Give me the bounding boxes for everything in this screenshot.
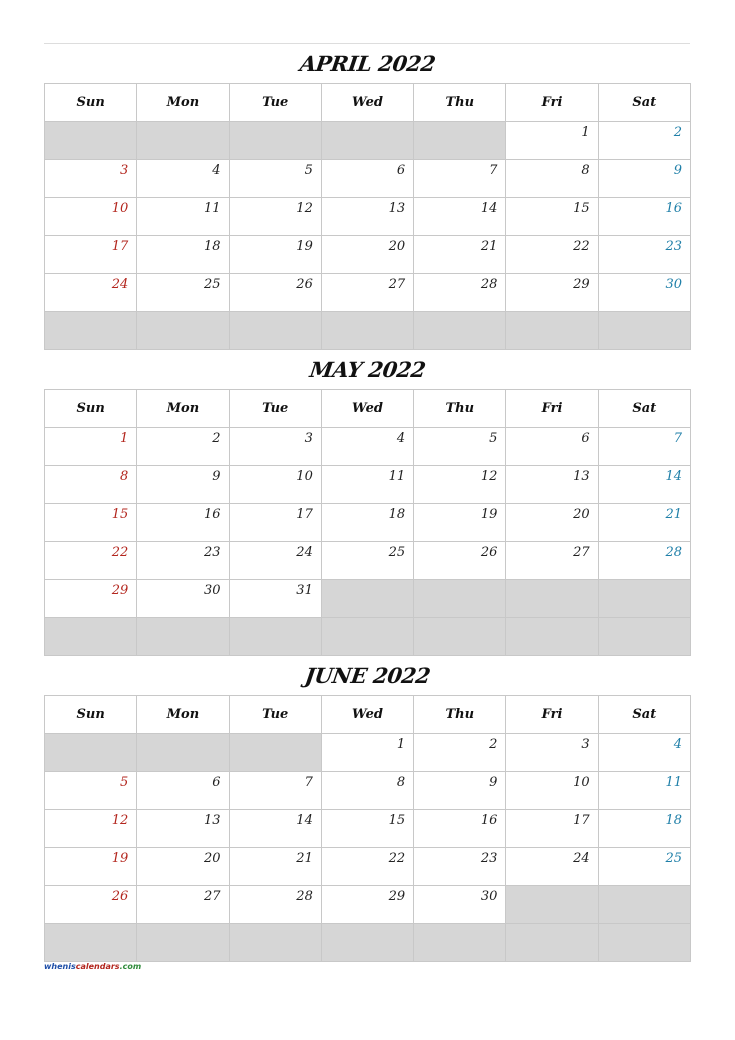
day-number: 14 xyxy=(665,469,682,484)
empty-day-cell xyxy=(414,618,506,656)
week-row xyxy=(45,542,691,580)
day-cell[interactable] xyxy=(45,542,137,580)
day-number: 4 xyxy=(212,163,221,178)
month-title: MAY 2022 xyxy=(308,357,427,382)
month-april xyxy=(44,45,691,350)
week-row xyxy=(45,734,691,772)
day-cell[interactable] xyxy=(414,542,506,580)
day-cell[interactable] xyxy=(506,466,598,504)
day-cell[interactable] xyxy=(506,772,598,810)
day-cell[interactable] xyxy=(598,122,690,160)
day-number: 30 xyxy=(480,889,498,904)
day-cell[interactable] xyxy=(229,198,321,236)
day-cell[interactable] xyxy=(45,274,137,312)
day-number: 18 xyxy=(388,507,406,522)
day-cell[interactable] xyxy=(598,542,690,580)
day-cell[interactable] xyxy=(598,160,690,198)
day-number: 2 xyxy=(673,125,682,140)
day-cell[interactable] xyxy=(598,236,690,274)
day-number: 17 xyxy=(296,507,313,522)
day-cell[interactable] xyxy=(137,772,229,810)
day-cell[interactable] xyxy=(137,466,229,504)
week-row xyxy=(45,810,691,848)
day-cell[interactable] xyxy=(137,198,229,236)
day-cell[interactable] xyxy=(598,428,690,466)
day-number: 1 xyxy=(396,737,406,752)
empty-day-cell xyxy=(598,312,690,350)
week-row xyxy=(45,160,691,198)
day-number: 5 xyxy=(304,163,313,178)
day-number: 25 xyxy=(388,545,406,560)
day-number: 8 xyxy=(396,775,406,790)
day-cell[interactable] xyxy=(229,580,321,618)
day-cell[interactable] xyxy=(229,772,321,810)
day-number: 2 xyxy=(489,737,498,752)
weekday-header: Sun xyxy=(45,84,137,122)
weekday-header: Sat xyxy=(598,390,690,428)
day-cell[interactable] xyxy=(321,198,413,236)
day-number: 16 xyxy=(204,507,221,522)
day-number: 24 xyxy=(296,545,313,560)
day-number: 11 xyxy=(665,775,682,790)
weekday-header: Mon xyxy=(137,84,229,122)
day-number: 27 xyxy=(204,889,221,904)
day-number: 28 xyxy=(480,277,498,292)
empty-day-cell xyxy=(137,618,229,656)
weekday-header: Wed xyxy=(321,390,413,428)
day-cell[interactable] xyxy=(598,772,690,810)
day-cell[interactable] xyxy=(506,274,598,312)
footer-brand-link[interactable] xyxy=(44,962,141,971)
day-cell[interactable] xyxy=(506,504,598,542)
day-cell[interactable] xyxy=(45,886,137,924)
day-number: 30 xyxy=(204,583,221,598)
day-number: 29 xyxy=(111,583,129,598)
day-number: 18 xyxy=(204,239,221,254)
day-number: 3 xyxy=(304,431,313,446)
day-number: 5 xyxy=(489,431,498,446)
weekday-header: Sun xyxy=(45,696,137,734)
weekday-header: Thu xyxy=(414,390,506,428)
day-number: 16 xyxy=(665,201,682,216)
empty-day-cell xyxy=(229,734,321,772)
day-number: 26 xyxy=(480,545,498,560)
day-number: 3 xyxy=(581,737,590,752)
weekday-header: Thu xyxy=(414,84,506,122)
day-number: 29 xyxy=(388,889,406,904)
day-number: 4 xyxy=(673,737,682,752)
week-row xyxy=(45,886,691,924)
empty-day-cell xyxy=(229,618,321,656)
day-cell[interactable] xyxy=(598,274,690,312)
weekday-header: Tue xyxy=(229,390,321,428)
day-cell[interactable] xyxy=(321,772,413,810)
day-cell[interactable] xyxy=(45,772,137,810)
brand-part: whenis xyxy=(44,962,76,971)
day-cell[interactable] xyxy=(321,810,413,848)
day-cell[interactable] xyxy=(506,122,598,160)
day-number: 17 xyxy=(111,239,129,254)
day-number: 13 xyxy=(204,813,221,828)
weekday-header: Sat xyxy=(598,84,690,122)
weekday-header: Sun xyxy=(45,390,137,428)
day-cell[interactable] xyxy=(45,428,137,466)
empty-day-cell xyxy=(506,886,598,924)
day-number: 24 xyxy=(573,851,590,866)
empty-day-cell xyxy=(598,618,690,656)
day-cell[interactable] xyxy=(137,428,229,466)
day-number: 10 xyxy=(573,775,590,790)
week-row xyxy=(45,122,691,160)
day-cell[interactable] xyxy=(321,428,413,466)
day-number: 19 xyxy=(296,239,313,254)
day-cell[interactable] xyxy=(414,772,506,810)
day-number: 1 xyxy=(120,431,129,446)
day-number: 17 xyxy=(573,813,590,828)
empty-day-cell xyxy=(321,312,413,350)
week-row xyxy=(45,772,691,810)
day-cell[interactable] xyxy=(229,886,321,924)
day-number: 12 xyxy=(296,201,313,216)
empty-day-cell xyxy=(229,924,321,962)
day-number: 7 xyxy=(304,775,313,790)
day-cell[interactable] xyxy=(45,466,137,504)
weekday-header: Thu xyxy=(414,696,506,734)
day-number: 19 xyxy=(111,851,129,866)
empty-day-cell xyxy=(506,580,598,618)
day-cell[interactable] xyxy=(414,810,506,848)
day-number: 5 xyxy=(120,775,129,790)
calendar-grid xyxy=(44,83,691,350)
day-cell[interactable] xyxy=(321,160,413,198)
day-cell[interactable] xyxy=(414,198,506,236)
day-cell[interactable] xyxy=(45,504,137,542)
day-number: 27 xyxy=(388,277,406,292)
empty-day-cell xyxy=(598,886,690,924)
empty-day-cell xyxy=(506,312,598,350)
weekday-header: Mon xyxy=(137,390,229,428)
empty-day-cell xyxy=(414,122,506,160)
day-number: 22 xyxy=(573,239,590,254)
day-number: 15 xyxy=(573,201,590,216)
empty-day-cell xyxy=(137,312,229,350)
empty-day-cell xyxy=(137,122,229,160)
empty-day-cell xyxy=(45,924,137,962)
day-cell[interactable] xyxy=(137,274,229,312)
calendar-grid xyxy=(44,389,691,656)
day-cell[interactable] xyxy=(414,466,506,504)
weekday-header-row xyxy=(45,696,691,734)
day-number: 26 xyxy=(296,277,313,292)
empty-day-cell xyxy=(45,122,137,160)
day-number: 20 xyxy=(573,507,590,522)
day-cell[interactable] xyxy=(45,160,137,198)
day-number: 3 xyxy=(120,163,129,178)
week-row xyxy=(45,504,691,542)
day-cell[interactable] xyxy=(506,848,598,886)
empty-day-cell xyxy=(321,618,413,656)
day-cell[interactable] xyxy=(414,274,506,312)
day-cell[interactable] xyxy=(414,886,506,924)
day-number: 28 xyxy=(296,889,313,904)
day-number: 18 xyxy=(665,813,682,828)
day-cell[interactable] xyxy=(506,236,598,274)
day-cell[interactable] xyxy=(45,198,137,236)
day-cell[interactable] xyxy=(321,886,413,924)
weekday-header: Wed xyxy=(321,696,413,734)
empty-day-cell xyxy=(414,580,506,618)
day-cell[interactable] xyxy=(414,236,506,274)
calendar-grid xyxy=(44,695,691,962)
day-cell[interactable] xyxy=(137,542,229,580)
month-june xyxy=(44,657,691,962)
day-cell[interactable] xyxy=(229,848,321,886)
day-number: 14 xyxy=(480,201,498,216)
weekday-header: Wed xyxy=(321,84,413,122)
day-number: 20 xyxy=(388,239,406,254)
day-number: 6 xyxy=(581,431,590,446)
week-row xyxy=(45,848,691,886)
day-cell[interactable] xyxy=(414,848,506,886)
day-cell[interactable] xyxy=(598,848,690,886)
empty-day-cell xyxy=(506,924,598,962)
day-cell[interactable] xyxy=(137,580,229,618)
day-cell[interactable] xyxy=(229,466,321,504)
day-cell[interactable] xyxy=(598,198,690,236)
month-title: JUNE 2022 xyxy=(303,663,432,688)
day-number: 26 xyxy=(111,889,129,904)
day-cell[interactable] xyxy=(506,810,598,848)
day-cell[interactable] xyxy=(229,160,321,198)
day-number: 6 xyxy=(212,775,221,790)
day-number: 12 xyxy=(480,469,498,484)
day-cell[interactable] xyxy=(321,848,413,886)
day-cell[interactable] xyxy=(45,810,137,848)
day-number: 13 xyxy=(388,201,406,216)
week-row xyxy=(45,428,691,466)
day-number: 20 xyxy=(204,851,221,866)
day-cell[interactable] xyxy=(414,734,506,772)
weekday-header: Fri xyxy=(506,84,598,122)
day-number: 27 xyxy=(573,545,590,560)
day-cell[interactable] xyxy=(137,504,229,542)
day-number: 8 xyxy=(581,163,590,178)
weekday-header-row xyxy=(45,84,691,122)
day-number: 15 xyxy=(388,813,406,828)
empty-day-cell xyxy=(598,580,690,618)
week-row xyxy=(45,274,691,312)
day-number: 25 xyxy=(665,851,682,866)
day-number: 14 xyxy=(296,813,313,828)
empty-day-cell xyxy=(45,734,137,772)
day-number: 25 xyxy=(204,277,221,292)
empty-day-cell xyxy=(229,122,321,160)
day-cell[interactable] xyxy=(414,428,506,466)
weekday-header: Fri xyxy=(506,696,598,734)
empty-day-cell xyxy=(414,924,506,962)
day-cell[interactable] xyxy=(45,580,137,618)
day-cell[interactable] xyxy=(137,810,229,848)
week-row xyxy=(45,312,691,350)
day-cell[interactable] xyxy=(229,810,321,848)
day-number: 11 xyxy=(388,469,406,484)
day-number: 11 xyxy=(204,201,221,216)
day-number: 30 xyxy=(665,277,682,292)
weekday-header: Sat xyxy=(598,696,690,734)
day-number: 21 xyxy=(480,239,498,254)
day-cell[interactable] xyxy=(137,848,229,886)
day-number: 21 xyxy=(296,851,313,866)
month-title: APRIL 2022 xyxy=(298,51,437,76)
week-row xyxy=(45,236,691,274)
day-number: 24 xyxy=(111,277,129,292)
week-row xyxy=(45,580,691,618)
day-cell[interactable] xyxy=(321,236,413,274)
day-number: 7 xyxy=(489,163,498,178)
day-cell[interactable] xyxy=(598,504,690,542)
day-cell[interactable] xyxy=(229,428,321,466)
day-cell[interactable] xyxy=(598,810,690,848)
day-cell[interactable] xyxy=(137,886,229,924)
brand-part: calendars xyxy=(75,962,120,971)
day-cell[interactable] xyxy=(229,274,321,312)
top-divider xyxy=(44,43,690,44)
day-cell[interactable] xyxy=(506,734,598,772)
day-cell[interactable] xyxy=(506,160,598,198)
empty-day-cell xyxy=(45,618,137,656)
day-cell[interactable] xyxy=(414,504,506,542)
day-number: 10 xyxy=(296,469,313,484)
day-cell[interactable] xyxy=(321,734,413,772)
day-number: 12 xyxy=(111,813,129,828)
month-may xyxy=(44,351,691,656)
weekday-header: Fri xyxy=(506,390,598,428)
day-number: 23 xyxy=(665,239,682,254)
day-cell[interactable] xyxy=(229,504,321,542)
day-number: 2 xyxy=(212,431,221,446)
day-number: 31 xyxy=(296,583,313,598)
week-row xyxy=(45,466,691,504)
day-cell[interactable] xyxy=(506,428,598,466)
day-cell[interactable] xyxy=(506,542,598,580)
weekday-header: Tue xyxy=(229,84,321,122)
weekday-header: Mon xyxy=(137,696,229,734)
day-cell[interactable] xyxy=(45,848,137,886)
day-number: 22 xyxy=(388,851,406,866)
brand-part: .com xyxy=(119,962,142,971)
day-cell[interactable] xyxy=(229,236,321,274)
day-number: 7 xyxy=(673,431,682,446)
day-cell[interactable] xyxy=(414,160,506,198)
day-number: 19 xyxy=(480,507,498,522)
day-number: 23 xyxy=(480,851,498,866)
day-cell[interactable] xyxy=(321,504,413,542)
week-row xyxy=(45,198,691,236)
day-cell[interactable] xyxy=(598,734,690,772)
day-number: 13 xyxy=(573,469,590,484)
day-number: 21 xyxy=(665,507,682,522)
day-number: 4 xyxy=(396,431,406,446)
empty-day-cell xyxy=(229,312,321,350)
day-cell[interactable] xyxy=(137,236,229,274)
empty-day-cell xyxy=(598,924,690,962)
day-cell[interactable] xyxy=(321,274,413,312)
weekday-header-row xyxy=(45,390,691,428)
day-number: 23 xyxy=(204,545,221,560)
day-number: 28 xyxy=(665,545,682,560)
empty-day-cell xyxy=(137,924,229,962)
week-row xyxy=(45,924,691,962)
weekday-header: Tue xyxy=(229,696,321,734)
day-number: 9 xyxy=(489,775,498,790)
day-cell[interactable] xyxy=(137,160,229,198)
day-number: 9 xyxy=(673,163,682,178)
empty-day-cell xyxy=(321,580,413,618)
day-number: 29 xyxy=(573,277,590,292)
day-number: 9 xyxy=(212,469,221,484)
day-number: 6 xyxy=(396,163,406,178)
day-cell[interactable] xyxy=(45,236,137,274)
empty-day-cell xyxy=(506,618,598,656)
week-row xyxy=(45,618,691,656)
empty-day-cell xyxy=(45,312,137,350)
day-number: 1 xyxy=(581,125,590,140)
day-number: 22 xyxy=(111,545,129,560)
day-cell[interactable] xyxy=(321,466,413,504)
day-number: 15 xyxy=(111,507,129,522)
empty-day-cell xyxy=(414,312,506,350)
day-cell[interactable] xyxy=(321,542,413,580)
day-number: 10 xyxy=(111,201,129,216)
day-number: 8 xyxy=(120,469,129,484)
empty-day-cell xyxy=(321,924,413,962)
empty-day-cell xyxy=(137,734,229,772)
day-cell[interactable] xyxy=(506,198,598,236)
day-cell[interactable] xyxy=(598,466,690,504)
day-cell[interactable] xyxy=(229,542,321,580)
empty-day-cell xyxy=(321,122,413,160)
day-number: 16 xyxy=(480,813,498,828)
